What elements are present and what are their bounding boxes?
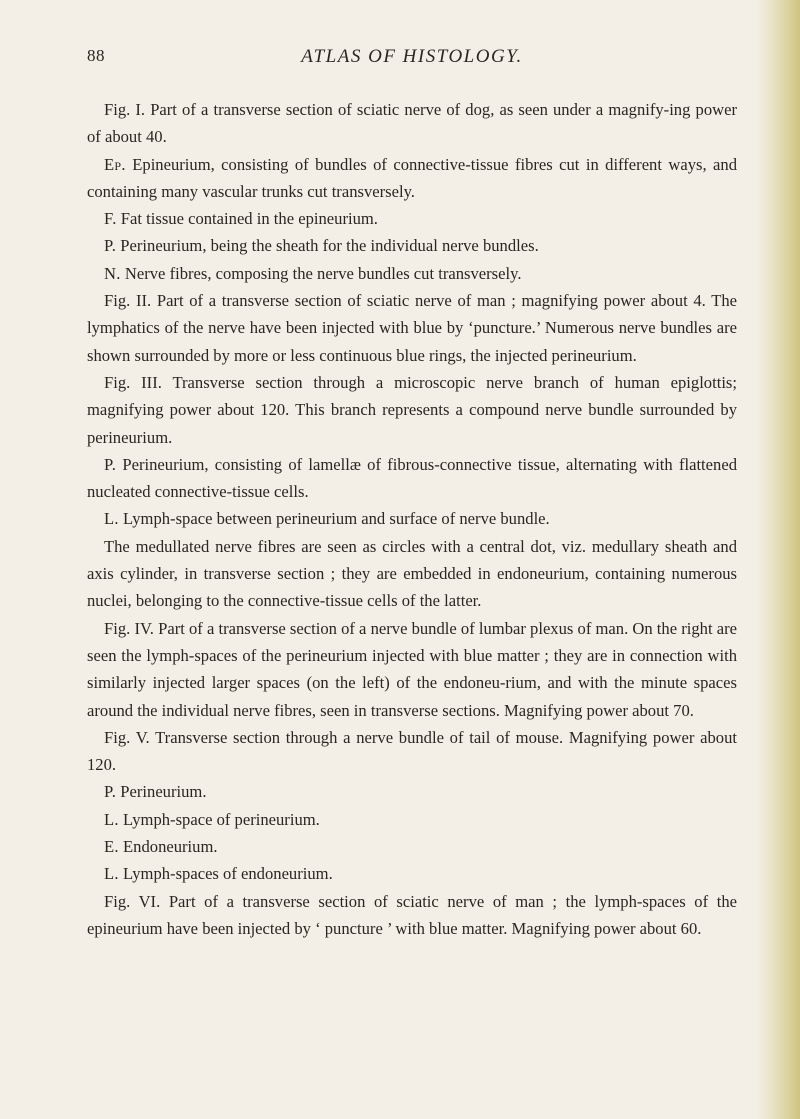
- legend-label: N.: [104, 263, 121, 283]
- paragraph-fig-1-p: P. Perineurium, being the sheath for the individual nerve bundles.: [104, 236, 539, 256]
- paragraph-fig-6: Fig. VI. Part of a transverse section of sciatic nerve of man ; the lymph-spaces of the epineurium have been injected by ‘ puncture ’ with blue matter. Magnifying power about 60.: [87, 891, 737, 938]
- running-title: ATLAS OF HISTOLOGY.: [301, 46, 523, 67]
- paragraph-fig-5-e: E. Endoneurium.: [104, 837, 218, 857]
- running-head: [87, 46, 737, 74]
- paragraph-fig-5: Fig. V. Transverse section through a nerve bundle of tail of mouse. Magnifying power about 120.: [87, 727, 737, 775]
- legend-label: P.: [104, 236, 117, 256]
- legend-label: E.: [104, 837, 119, 857]
- legend-label: L.: [104, 809, 119, 829]
- legend-label: L.: [104, 864, 119, 884]
- paragraph-fig-2: Fig. II. Part of a transverse section of sciatic nerve of man ; magnifying power about 4. The lymphatics of the nerve have been injected with blue by ‘puncture.’ Numerous nerve bundles are shown surrounded by more or less continuous blue rings, the injected perineurium.: [87, 291, 737, 365]
- legend-label: Ep.: [104, 154, 126, 174]
- paragraph-fig-1-ep: Ep. Epineurium, consisting of bundles of connective-tissue fibres cut in different ways, and containing many vascular trunks cut transversely.: [87, 154, 737, 201]
- legend-label: P.: [104, 782, 117, 802]
- paragraph-fig-3-p: P. Perineurium, consisting of lamellæ of fibrous-connective tissue, alternating with flattened nucleated connective-tissue cells.: [87, 454, 737, 502]
- paragraph-fig-4: Fig. IV. Part of a transverse section of a nerve bundle of lumbar plexus of man. On the right are seen the lymph-spaces of the perineurium injected with blue matter ; they are in connection with similarly injected larger spaces (on the left) of the endoneu-rium, and with the minute spaces around the individual nerve fibres, seen in transverse sections. Magnifying power about 70.: [87, 618, 737, 720]
- page-number: 88: [87, 46, 105, 65]
- page-edge-shadow: [756, 0, 800, 1119]
- paragraph-fig-5-l: L. Lymph-space of perineurium.: [104, 809, 320, 829]
- legend-label: P.: [104, 454, 117, 474]
- paragraph-fig-5-l2: L. Lymph-spaces of endoneurium.: [104, 864, 333, 884]
- legend-label: F.: [104, 209, 117, 229]
- figure-descriptions: [87, 96, 737, 942]
- paragraph-fig-1-f: F. Fat tissue contained in the epineurium.: [104, 209, 378, 229]
- paragraph-fig-3-note: The medullated nerve fibres are seen as circles with a central dot, viz. medullary sheath and axis cylinder, in transverse section ; they are embedded in endoneurium, containing numerous nuclei, belonging to the connective-tissue cells of the latter.: [87, 536, 737, 611]
- paragraph-fig-3: Fig. III. Transverse section through a microscopic nerve branch of human epiglottis; magnifying power about 120. This branch represents a compound nerve bundle surrounded by perineurium.: [87, 372, 737, 447]
- paragraph-fig-1: Fig. I. Part of a transverse section of sciatic nerve of dog, as seen under a magnify-ing power of about 40.: [87, 100, 737, 147]
- paragraph-fig-5-p: P. Perineurium.: [104, 782, 207, 802]
- paragraph-fig-1-n: N. Nerve fibres, composing the nerve bundles cut transversely.: [104, 263, 522, 283]
- legend-label: L.: [104, 509, 119, 529]
- paragraph-fig-3-l: L. Lymph-space between perineurium and surface of nerve bundle.: [104, 509, 550, 529]
